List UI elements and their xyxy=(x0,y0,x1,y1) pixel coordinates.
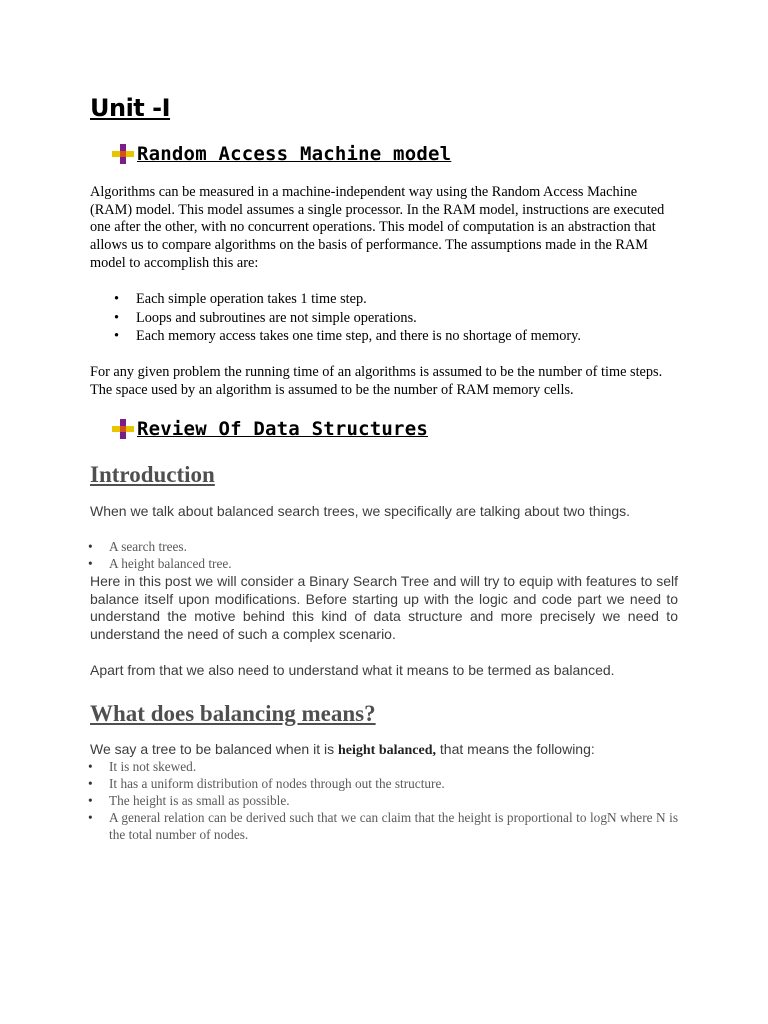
bullet-dot: • xyxy=(114,291,120,307)
unit-title: Unit -I xyxy=(90,94,171,122)
list-item: • A search trees. xyxy=(88,539,187,554)
balancing-heading: What does balancing means? xyxy=(90,701,376,726)
balancing-list xyxy=(88,758,678,843)
bst-paragraph: Here in this post we will consider a Binary Search Tree and will try to equip with features to self balance itself upon modifications. Before starting up with the logic and code part we need to understand the motive behind this kind of data structure and more precisely we need to understand the need of such a complex scenario. xyxy=(90,573,678,642)
balancing-lead: We say a tree to be balanced when it is height balanced, that means the following: xyxy=(90,741,595,758)
introduction-heading: Introduction xyxy=(90,462,215,487)
running-time-paragraph: For any given problem the running time of an algorithms is assumed to be the number of time steps. The space used by an algorithm is assumed to be the number of RAM memory cells. xyxy=(90,364,663,398)
list-item: • Loops and subroutines are not simple operations. xyxy=(114,309,417,326)
list-item: • The height is as small as possible. xyxy=(88,793,290,808)
plus-bullet-icon xyxy=(112,419,134,439)
list-item: • A height balanced tree. xyxy=(88,556,232,571)
list-item: • Each simple operation takes 1 time step. xyxy=(114,291,367,307)
section-heading-text: Random Access Machine model xyxy=(137,143,452,165)
bullet-dot: • xyxy=(114,328,120,344)
bullet-dot: • xyxy=(88,810,93,825)
section-heading-data-structures xyxy=(112,416,428,442)
bullet-dot: • xyxy=(88,539,93,554)
bullet-dot: • xyxy=(88,759,93,774)
bullet-dot: • xyxy=(88,793,93,808)
plus-bullet-icon xyxy=(112,144,134,164)
list-item: • It is not skewed. xyxy=(88,759,197,774)
intro-text: When we talk about balanced search trees, we specifically are talking about two things. xyxy=(90,503,631,519)
list-item: • Each memory access takes one time step, and there is no shortage of memory. xyxy=(114,328,581,344)
list-item: • A general relation can be derived such that we can claim that the height is proportional to logN where N is the total number of nodes. xyxy=(88,810,678,842)
bullet-dot: • xyxy=(88,776,93,791)
intro-list xyxy=(88,538,688,572)
bullet-dot: • xyxy=(88,556,93,571)
ram-paragraph: Algorithms can be measured in a machine-independent way using the Random Access Machine (RAM) model. This model assumes a single processor. In the RAM model, instructions are executed one after the other, with no concurrent operations. This model of computation is an abstraction that allows us to compare algorithms on the basis of performance. The assumptions made in the RAM model to accomplish this are: xyxy=(90,184,665,271)
bullet-dot: • xyxy=(114,309,120,326)
ram-assumptions-list xyxy=(91,290,691,346)
balanced-paragraph: Apart from that we also need to understand what it means to be termed as balanced. xyxy=(90,662,615,678)
section-heading-ram xyxy=(112,141,451,167)
list-item: • It has a uniform distribution of nodes through out the structure. xyxy=(88,776,445,791)
height-balanced-term: height balanced, xyxy=(338,743,437,758)
section-heading-text: Review Of Data Structures xyxy=(137,418,428,440)
